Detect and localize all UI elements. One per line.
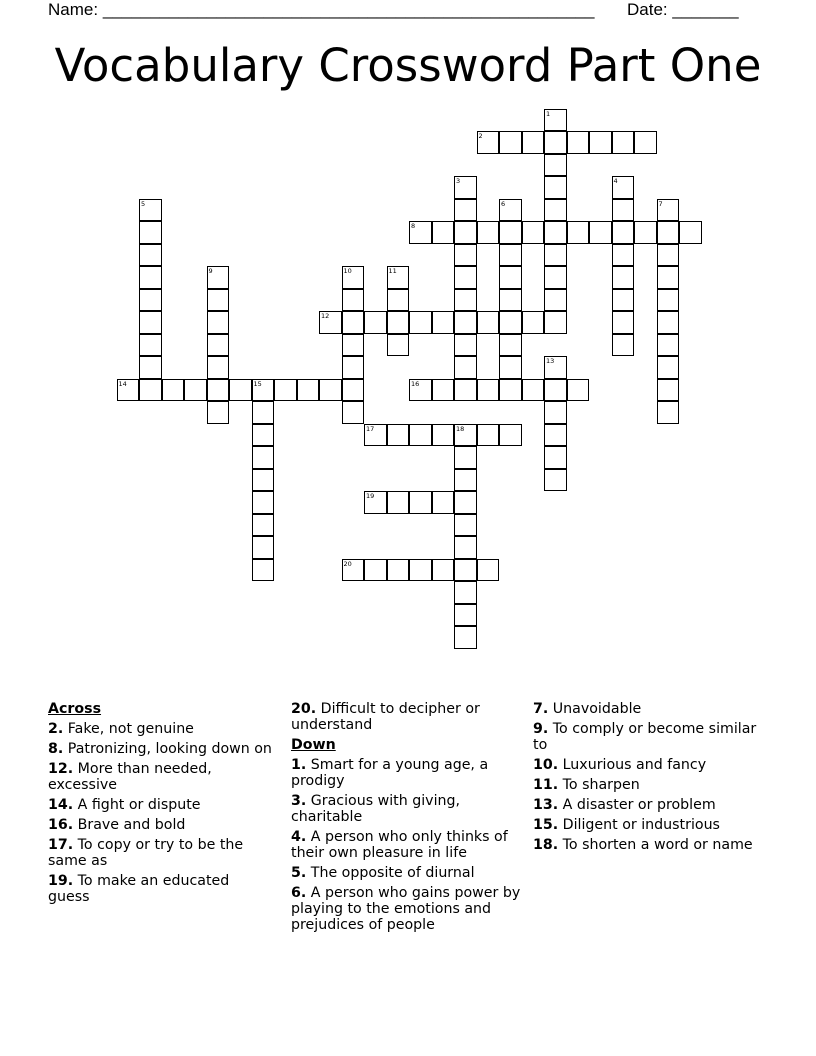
grid-cell[interactable]: [499, 356, 522, 379]
grid-cell[interactable]: [499, 311, 522, 334]
clue-down-4: 4. A person who only thinks of their own pleasure in life: [291, 829, 508, 861]
cell-number: 18: [456, 424, 465, 433]
clue-across-12: 12. More than needed, excessive: [48, 761, 212, 793]
cell-number: 19: [366, 492, 375, 500]
grid-cell[interactable]: [432, 559, 455, 582]
name-blank[interactable]: ____________________________________________________: [102, 0, 595, 19]
grid-cell[interactable]: [139, 244, 162, 267]
grid-cell[interactable]: [634, 221, 657, 244]
grid-cell[interactable]: [657, 334, 680, 357]
clue-down-3: 3. Gracious with giving, charitable: [291, 793, 461, 825]
grid-cell[interactable]: [342, 311, 365, 334]
grid-cell[interactable]: [207, 289, 230, 312]
grid-cell[interactable]: [477, 131, 500, 154]
grid-cell[interactable]: [319, 379, 342, 402]
grid-cell[interactable]: [297, 379, 320, 402]
clue-down-18: 18. To shorten a word or name: [533, 837, 753, 853]
grid-cell[interactable]: [499, 379, 522, 402]
grid-cell[interactable]: [184, 379, 207, 402]
grid-cell[interactable]: [657, 244, 680, 267]
grid-cell[interactable]: [364, 311, 387, 334]
grid-cell[interactable]: [454, 334, 477, 357]
grid-cell[interactable]: [544, 221, 567, 244]
cell-number: 8: [411, 222, 416, 230]
grid-cell[interactable]: [544, 131, 567, 154]
grid-cell[interactable]: [522, 221, 545, 244]
grid-cell[interactable]: [139, 379, 162, 402]
grid-cell[interactable]: [342, 401, 365, 424]
clue-down-5: 5. The opposite of diurnal: [291, 865, 475, 881]
grid-cell[interactable]: [342, 559, 365, 582]
grid-cell[interactable]: [454, 491, 477, 514]
grid-cell[interactable]: [319, 311, 342, 334]
grid-cell[interactable]: [409, 491, 432, 514]
across-heading: Across: [48, 701, 102, 717]
grid-cell[interactable]: [499, 199, 522, 222]
cell-number: 20: [343, 559, 352, 568]
grid-cell[interactable]: [139, 311, 162, 334]
grid-cell[interactable]: [544, 176, 567, 199]
grid-cell[interactable]: [139, 221, 162, 244]
grid-cell[interactable]: [657, 401, 680, 424]
cell-number: 4: [613, 177, 618, 185]
grid-cell[interactable]: [544, 424, 567, 447]
grid-cell[interactable]: [544, 469, 567, 492]
grid-cell[interactable]: [342, 356, 365, 379]
grid-cell[interactable]: [612, 221, 635, 244]
grid-cell[interactable]: [364, 424, 387, 447]
grid-cell[interactable]: [499, 334, 522, 357]
cell-number: 1: [546, 109, 551, 118]
grid-cell[interactable]: [432, 424, 455, 447]
grid-cell[interactable]: [544, 379, 567, 402]
grid-cell[interactable]: [207, 311, 230, 334]
clue-across-14: 14. A fight or dispute: [48, 797, 201, 813]
grid-cell[interactable]: [477, 221, 500, 244]
cell-number: 9: [208, 267, 213, 275]
cell-number: 17: [366, 424, 375, 433]
grid-cell[interactable]: [409, 379, 432, 402]
grid-cell[interactable]: [139, 356, 162, 379]
grid-cell[interactable]: [522, 379, 545, 402]
cell-number: 13: [546, 357, 555, 365]
cell-number: 11: [388, 267, 397, 275]
grid-cell[interactable]: [499, 266, 522, 289]
clue-down-10: 10. Luxurious and fancy: [533, 757, 707, 773]
clue-across-8: 8. Patronizing, looking down on: [48, 741, 272, 757]
grid-cell[interactable]: [567, 379, 590, 402]
grid-cell[interactable]: [657, 311, 680, 334]
grid-cell[interactable]: [162, 379, 185, 402]
grid-cell[interactable]: [454, 221, 477, 244]
grid-cell[interactable]: [567, 131, 590, 154]
grid-cell[interactable]: [544, 289, 567, 312]
grid-cell[interactable]: [387, 491, 410, 514]
grid-cell[interactable]: [499, 244, 522, 267]
grid-cell[interactable]: [657, 289, 680, 312]
date-blank[interactable]: _______: [672, 0, 739, 19]
grid-cell[interactable]: [544, 266, 567, 289]
grid-cell[interactable]: [454, 379, 477, 402]
grid-cell[interactable]: [477, 311, 500, 334]
grid-cell[interactable]: [117, 379, 140, 402]
grid-cell[interactable]: [409, 424, 432, 447]
grid-cell[interactable]: [432, 311, 455, 334]
grid-cell[interactable]: [454, 289, 477, 312]
grid-cell[interactable]: [454, 424, 477, 447]
clue-down-11: 11. To sharpen: [533, 777, 640, 793]
clue-column-2: [291, 701, 529, 937]
grid-cell[interactable]: [409, 311, 432, 334]
grid-cell[interactable]: [274, 379, 297, 402]
cell-number: 16: [411, 379, 420, 388]
grid-cell[interactable]: [657, 221, 680, 244]
grid-cell[interactable]: [612, 244, 635, 267]
grid-cell[interactable]: [454, 559, 477, 582]
grid-cell[interactable]: [252, 401, 275, 424]
grid-cell[interactable]: [454, 536, 477, 559]
grid-cell[interactable]: [612, 131, 635, 154]
grid-cell[interactable]: [252, 446, 275, 469]
grid-cell[interactable]: [499, 221, 522, 244]
grid-cell[interactable]: [612, 311, 635, 334]
grid-cell[interactable]: [454, 244, 477, 267]
grid-cell[interactable]: [634, 131, 657, 154]
grid-cell[interactable]: [342, 379, 365, 402]
grid-cell[interactable]: [454, 581, 477, 604]
grid-cell[interactable]: [139, 289, 162, 312]
cell-number: 3: [456, 177, 461, 185]
cell-number: 15: [253, 379, 262, 388]
grid-cell[interactable]: [522, 131, 545, 154]
grid-cell[interactable]: [544, 244, 567, 267]
grid-cell[interactable]: [252, 559, 275, 582]
grid-cell[interactable]: [252, 514, 275, 537]
grid-cell[interactable]: [454, 469, 477, 492]
grid-cell[interactable]: [454, 446, 477, 469]
cell-number: 5: [141, 199, 146, 208]
grid-cell[interactable]: [544, 401, 567, 424]
grid-cell[interactable]: [207, 266, 230, 289]
grid-cell[interactable]: [499, 131, 522, 154]
grid-cell[interactable]: [387, 266, 410, 289]
grid-cell[interactable]: [364, 491, 387, 514]
grid-cell[interactable]: [139, 334, 162, 357]
grid-cell[interactable]: [409, 221, 432, 244]
grid-cell[interactable]: [342, 266, 365, 289]
clue-down-15: 15. Diligent or industrious: [533, 817, 720, 833]
grid-cell[interactable]: [252, 379, 275, 402]
grid-cell[interactable]: [387, 311, 410, 334]
grid-cell[interactable]: [432, 491, 455, 514]
grid-cell[interactable]: [544, 311, 567, 334]
clue-down-13: 13. A disaster or problem: [533, 797, 716, 813]
grid-cell[interactable]: [207, 334, 230, 357]
clue-column-1: [48, 701, 273, 909]
cell-number: 6: [501, 199, 506, 208]
grid-cell[interactable]: [342, 289, 365, 312]
grid-cell[interactable]: [612, 289, 635, 312]
grid-cell[interactable]: [544, 154, 567, 177]
grid-cell[interactable]: [544, 446, 567, 469]
grid-cell[interactable]: [589, 221, 612, 244]
grid-cell[interactable]: [252, 536, 275, 559]
grid-cell[interactable]: [207, 379, 230, 402]
grid-cell[interactable]: [454, 514, 477, 537]
grid-cell[interactable]: [252, 469, 275, 492]
grid-cell[interactable]: [477, 379, 500, 402]
clue-across-19: 19. To make an educated guess: [48, 873, 230, 905]
clue-down-7: 7. Unavoidable: [533, 701, 642, 717]
page-title: Vocabulary Crossword Part One: [54, 39, 762, 92]
grid-cell[interactable]: [387, 424, 410, 447]
grid-cell[interactable]: [432, 221, 455, 244]
name-label: Name:: [48, 0, 99, 19]
grid-cell[interactable]: [139, 199, 162, 222]
grid-cell[interactable]: [454, 176, 477, 199]
grid-cell[interactable]: [499, 289, 522, 312]
grid-cell[interactable]: [229, 379, 252, 402]
grid-cell[interactable]: [387, 289, 410, 312]
grid-cell[interactable]: [342, 334, 365, 357]
clue-across-16: 16. Brave and bold: [48, 817, 186, 833]
date-label: Date:: [627, 0, 668, 19]
cell-number: 7: [658, 199, 663, 208]
grid-cell[interactable]: [207, 401, 230, 424]
clue-down-6: 6. A person who gains power by playing to the emotions and prejudices of people: [291, 885, 521, 933]
grid-cell[interactable]: [454, 199, 477, 222]
cell-number: 12: [321, 312, 330, 320]
grid-cell[interactable]: [544, 356, 567, 379]
grid-cell[interactable]: [612, 266, 635, 289]
grid-cell[interactable]: [544, 199, 567, 222]
grid-cell[interactable]: [454, 626, 477, 649]
grid-cell[interactable]: [544, 109, 567, 132]
grid-cell[interactable]: [499, 424, 522, 447]
grid-cell[interactable]: [387, 559, 410, 582]
grid-cell[interactable]: [454, 311, 477, 334]
grid-cell[interactable]: [679, 221, 702, 244]
grid-cell[interactable]: [207, 356, 230, 379]
grid-cell[interactable]: [657, 266, 680, 289]
grid-cell[interactable]: [454, 266, 477, 289]
grid-cell[interactable]: [657, 199, 680, 222]
clue-across-17: 17. To copy or try to be the same as: [48, 837, 244, 869]
grid-cell[interactable]: [454, 356, 477, 379]
grid-cell[interactable]: [409, 559, 432, 582]
grid-cell[interactable]: [454, 604, 477, 627]
cell-number: 2: [478, 132, 483, 140]
grid-cell[interactable]: [252, 491, 275, 514]
grid-cell[interactable]: [477, 559, 500, 582]
down-heading: Down: [291, 737, 336, 753]
grid-cell[interactable]: [252, 424, 275, 447]
grid-cell[interactable]: [432, 379, 455, 402]
cell-number: 10: [343, 267, 352, 275]
clue-across-20: 20. Difficult to decipher or understand: [291, 701, 480, 733]
grid-cell[interactable]: [657, 356, 680, 379]
grid-cell[interactable]: [657, 379, 680, 402]
clue-down-1: 1. Smart for a young age, a prodigy: [291, 757, 489, 789]
grid-cell[interactable]: [612, 176, 635, 199]
grid-cell[interactable]: [567, 221, 590, 244]
grid-cell[interactable]: [364, 559, 387, 582]
grid-cell[interactable]: [612, 334, 635, 357]
grid-cell[interactable]: [477, 424, 500, 447]
cell-number: 14: [118, 379, 127, 388]
clue-column-3: [533, 701, 763, 857]
clue-across-2: 2. Fake, not genuine: [48, 721, 194, 737]
grid-cell[interactable]: [522, 311, 545, 334]
grid-cell[interactable]: [139, 266, 162, 289]
clue-down-9: 9. To comply or become similar to: [533, 721, 757, 753]
grid-cell[interactable]: [387, 334, 410, 357]
grid-cell[interactable]: [612, 199, 635, 222]
grid-cell[interactable]: [589, 131, 612, 154]
